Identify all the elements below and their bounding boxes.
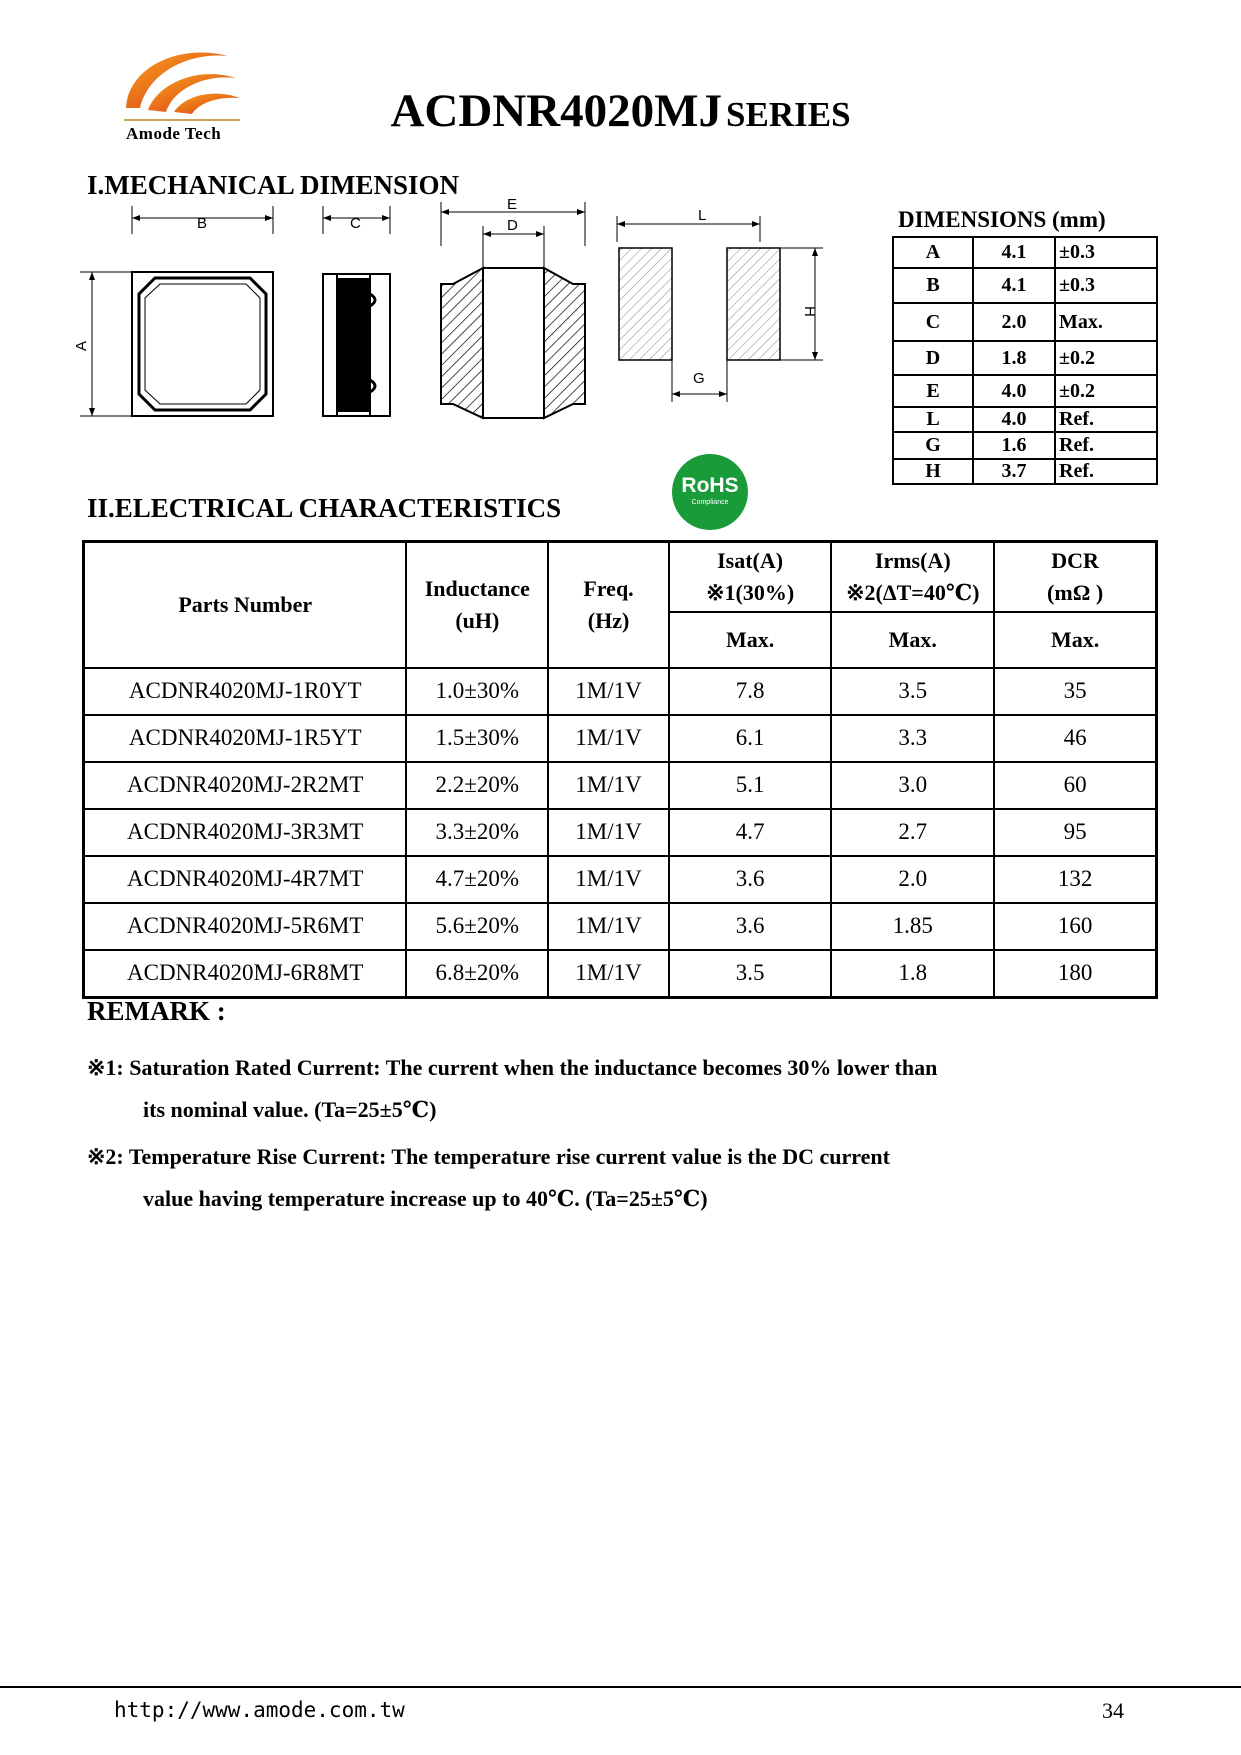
freq-header-line2: (Hz) xyxy=(587,607,630,633)
table-row xyxy=(893,459,1157,484)
dim-key: H xyxy=(893,459,973,484)
table-row xyxy=(893,268,1157,303)
dim-tolerance: Ref. xyxy=(1055,432,1157,459)
table-row xyxy=(893,375,1157,407)
dim-key: C xyxy=(893,303,973,341)
col-header-part: Parts Number xyxy=(84,542,407,668)
title-sub: SERIES xyxy=(726,95,851,134)
cell-isat: 3.6 xyxy=(669,903,832,950)
side-view-drawing xyxy=(323,206,390,416)
cell-irms: 2.7 xyxy=(831,809,994,856)
table-row xyxy=(84,903,1157,950)
cell-freq: 1M/1V xyxy=(548,762,669,809)
label-g: G xyxy=(693,370,705,387)
col-header-freq xyxy=(548,542,669,668)
remark-note2-line1: ※2: Temperature Rise Current: The temperature rise current value is the DC current xyxy=(87,1144,890,1169)
col-header-dcr xyxy=(994,542,1156,612)
cell-inductance: 6.8±20% xyxy=(406,950,548,998)
label-l: L xyxy=(698,207,707,224)
dim-value: 2.0 xyxy=(973,303,1055,341)
cell-dcr: 160 xyxy=(994,903,1156,950)
irms-header-line2: ※2(ΔT=40℃) xyxy=(846,579,980,605)
top-view-drawing xyxy=(73,206,273,416)
cell-dcr: 35 xyxy=(994,668,1156,715)
dim-value: 3.7 xyxy=(973,459,1055,484)
cell-irms: 3.0 xyxy=(831,762,994,809)
freq-header-line1: Freq. xyxy=(583,575,634,601)
cell-dcr: 60 xyxy=(994,762,1156,809)
cell-freq: 1M/1V xyxy=(548,668,669,715)
section-mechanical-heading: I.MECHANICAL DIMENSION xyxy=(87,170,460,200)
cell-freq: 1M/1V xyxy=(548,856,669,903)
mechanical-drawings xyxy=(73,196,840,426)
col-header-inductance xyxy=(406,542,548,668)
cell-isat: 7.8 xyxy=(669,668,832,715)
dim-value: 4.0 xyxy=(973,375,1055,407)
dim-key: G xyxy=(893,432,973,459)
col-header-irms xyxy=(831,542,994,612)
cell-irms: 3.3 xyxy=(831,715,994,762)
table-row xyxy=(84,762,1157,809)
remark-note1-line1: ※1: Saturation Rated Current: The current when the inductance becomes 30% lower than xyxy=(87,1055,938,1080)
dim-value: 1.6 xyxy=(973,432,1055,459)
dim-value: 4.0 xyxy=(973,407,1055,432)
dcr-header-line2: (mΩ ) xyxy=(1047,579,1104,605)
cell-freq: 1M/1V xyxy=(548,903,669,950)
cell-part: ACDNR4020MJ-5R6MT xyxy=(84,903,407,950)
title-main: ACDNR4020MJ xyxy=(390,85,723,137)
remark-note1-line2: its nominal value. (Ta=25±5℃) xyxy=(143,1097,437,1122)
label-h: H xyxy=(801,306,818,317)
land-pattern-drawing xyxy=(617,207,823,402)
cell-freq: 1M/1V xyxy=(548,809,669,856)
remark-heading: REMARK : xyxy=(87,996,226,1026)
table-row xyxy=(893,341,1157,375)
table-row xyxy=(893,237,1157,268)
cell-irms: 2.0 xyxy=(831,856,994,903)
irms-header-line1: Irms(A) xyxy=(874,547,951,573)
cell-dcr: 132 xyxy=(994,856,1156,903)
cell-isat: 6.1 xyxy=(669,715,832,762)
cell-dcr: 95 xyxy=(994,809,1156,856)
cell-isat: 3.6 xyxy=(669,856,832,903)
page-title xyxy=(0,84,1241,138)
cell-isat: 4.7 xyxy=(669,809,832,856)
page-number: 34 xyxy=(1102,1698,1124,1723)
dcr-max-header: Max. xyxy=(994,612,1156,668)
cell-irms: 1.85 xyxy=(831,903,994,950)
table-row xyxy=(893,303,1157,341)
table-row xyxy=(84,715,1157,762)
table-row xyxy=(84,809,1157,856)
label-b: B xyxy=(197,215,208,232)
table-row xyxy=(84,950,1157,998)
dcr-header-line1: DCR xyxy=(1051,547,1099,573)
cross-section-drawing xyxy=(441,196,585,418)
label-c: C xyxy=(350,215,361,232)
inductance-header-line1: Inductance xyxy=(424,575,530,601)
isat-max-header: Max. xyxy=(669,612,832,668)
table-row xyxy=(893,432,1157,459)
dim-tolerance: Ref. xyxy=(1055,459,1157,484)
col-header-isat xyxy=(669,542,832,612)
cell-dcr: 180 xyxy=(994,950,1156,998)
cell-part: ACDNR4020MJ-3R3MT xyxy=(84,809,407,856)
cell-part: ACDNR4020MJ-2R2MT xyxy=(84,762,407,809)
isat-header-line2: ※1(30%) xyxy=(706,579,795,605)
table-row xyxy=(893,407,1157,432)
cell-inductance: 4.7±20% xyxy=(406,856,548,903)
dim-tolerance: ±0.2 xyxy=(1055,341,1157,375)
cell-part: ACDNR4020MJ-4R7MT xyxy=(84,856,407,903)
dim-tolerance: ±0.3 xyxy=(1055,268,1157,303)
isat-header-line1: Isat(A) xyxy=(717,547,784,573)
cell-inductance: 3.3±20% xyxy=(406,809,548,856)
dim-key: A xyxy=(893,237,973,268)
dim-tolerance: ±0.2 xyxy=(1055,375,1157,407)
dimensions-title: DIMENSIONS (mm) xyxy=(898,207,1106,232)
dim-value: 1.8 xyxy=(973,341,1055,375)
cell-irms: 1.8 xyxy=(831,950,994,998)
label-a: A xyxy=(73,340,90,351)
cell-inductance: 1.5±30% xyxy=(406,715,548,762)
dim-key: E xyxy=(893,375,973,407)
cell-isat: 3.5 xyxy=(669,950,832,998)
footer-url[interactable]: http://www.amode.com.tw xyxy=(114,1698,405,1722)
label-d: D xyxy=(507,217,518,234)
rohs-label: RoHS xyxy=(681,474,739,497)
cell-freq: 1M/1V xyxy=(548,715,669,762)
irms-max-header: Max. xyxy=(831,612,994,668)
remark-note2-line2: value having temperature increase up to 40℃. (Ta=25±5℃) xyxy=(143,1186,708,1211)
dim-key: D xyxy=(893,341,973,375)
rohs-badge-icon xyxy=(672,454,748,530)
cell-isat: 5.1 xyxy=(669,762,832,809)
cell-irms: 3.5 xyxy=(831,668,994,715)
dim-key: L xyxy=(893,407,973,432)
cell-inductance: 1.0±30% xyxy=(406,668,548,715)
label-e: E xyxy=(507,196,518,213)
inductance-header-line2: (uH) xyxy=(455,607,500,633)
dim-key: B xyxy=(893,268,973,303)
dim-value: 4.1 xyxy=(973,268,1055,303)
cell-part: ACDNR4020MJ-6R8MT xyxy=(84,950,407,998)
cell-freq: 1M/1V xyxy=(548,950,669,998)
table-row xyxy=(84,856,1157,903)
dimensions-table xyxy=(892,236,1158,485)
electrical-table xyxy=(82,540,1158,999)
dim-value: 4.1 xyxy=(973,237,1055,268)
table-row xyxy=(84,668,1157,715)
dim-tolerance: Ref. xyxy=(1055,407,1157,432)
footer-divider xyxy=(0,1686,1241,1688)
section-electrical-heading: II.ELECTRICAL CHARACTERISTICS xyxy=(87,493,562,523)
rohs-sub: Compliance xyxy=(691,499,729,506)
cell-part: ACDNR4020MJ-1R5YT xyxy=(84,715,407,762)
cell-inductance: 5.6±20% xyxy=(406,903,548,950)
cell-part: ACDNR4020MJ-1R0YT xyxy=(84,668,407,715)
table-header-row xyxy=(84,542,1157,612)
dim-tolerance: ±0.3 xyxy=(1055,237,1157,268)
company-name: Amode Tech xyxy=(126,124,222,143)
cell-dcr: 46 xyxy=(994,715,1156,762)
dim-tolerance: Max. xyxy=(1055,303,1157,341)
cell-inductance: 2.2±20% xyxy=(406,762,548,809)
